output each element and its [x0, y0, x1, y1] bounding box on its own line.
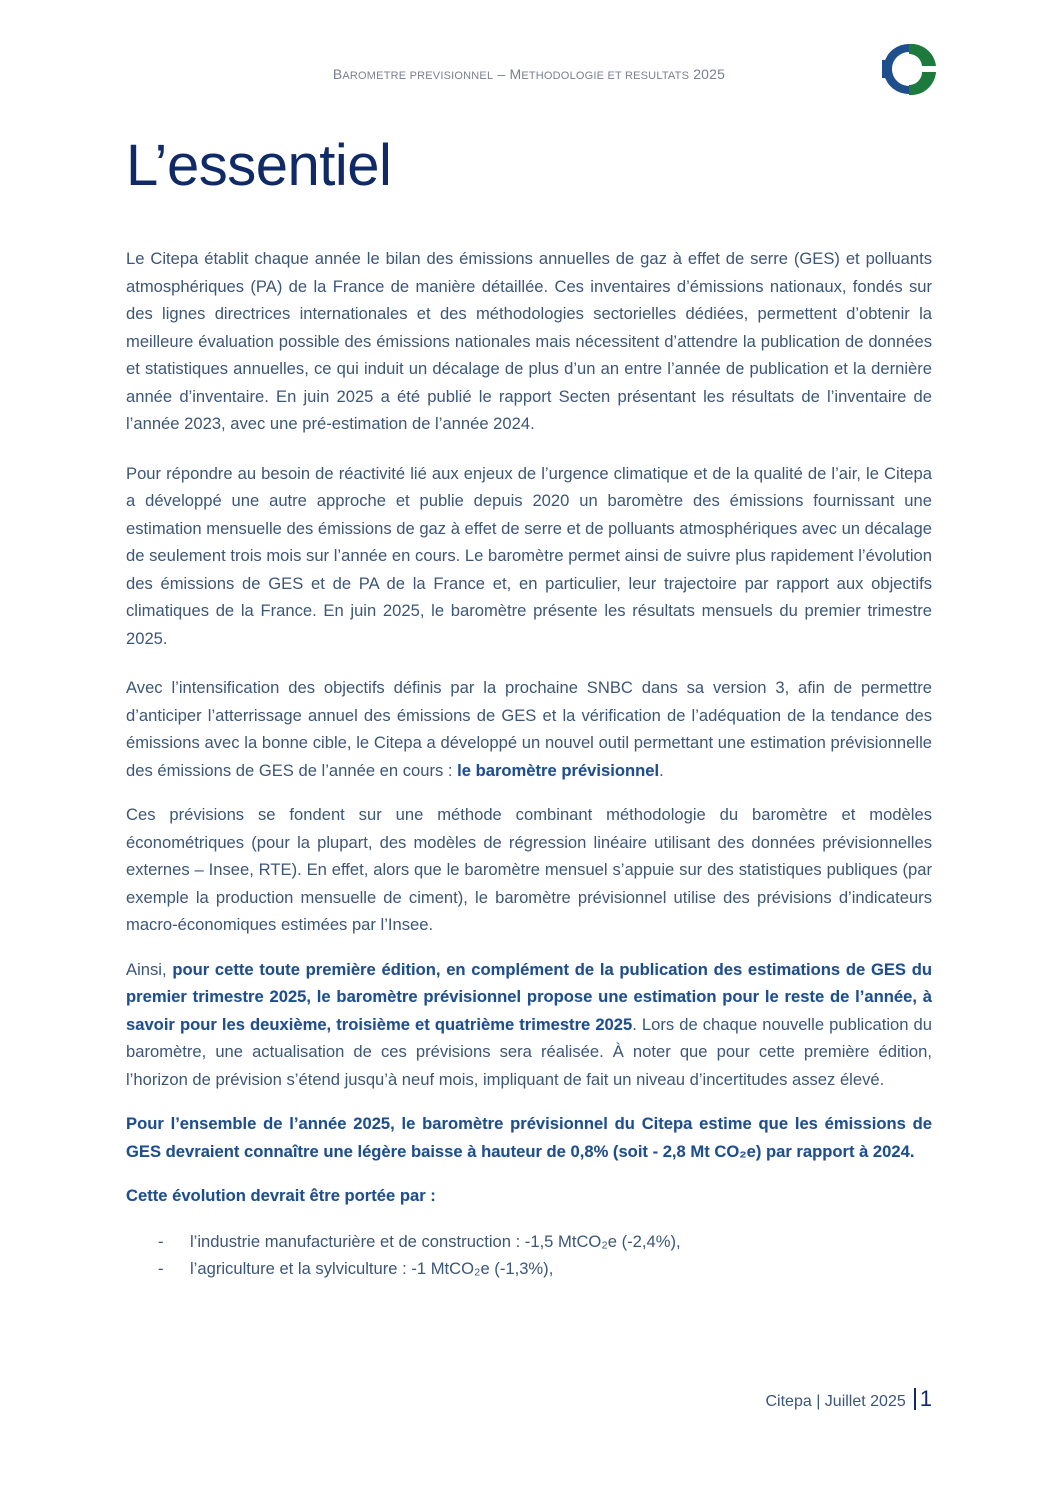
header-part: B [332, 66, 343, 82]
list-item: - l’agriculture et la sylviculture : -1 MtCO₂e (-1,3%), [126, 1255, 932, 1282]
paragraph-intro: Le Citepa établit chaque année le bilan des émissions annuelles de gaz à effet de serre (GES) et polluants atmosphériques (PA) de la France de manière détaillée. Ces inventaires d’émissions nationaux, fondés sur des lignes directrices internationales et des méthodologies sectorielles dédiées, permettent d’obtenir la meilleure évaluation possible des émissions nationales mais nécessitent d’attendre la publication de données et statistiques annuelles, ce qui induit un décalage de plus d’un an entre l’année de publication et la dernière année d’inventaire. En juin 2025 a été publié le rapport Secten présentant les résultats de l’inventaire de l’année 2023, avec une pré-estimation de l’année 2024. [126, 249, 932, 433]
logo-bar [882, 60, 888, 78]
page-footer [766, 1384, 933, 1412]
header-part: AROMETRE PREVISIONNEL [342, 70, 494, 82]
paragraph-text: . [659, 760, 664, 780]
paragraph-estimate-2025: Pour l’ensemble de l’année 2025, le baromètre prévisionnel du Citepa estime que les émissions de GES devraient connaître une légère baisse à hauteur de 0,8% (soit - 2,8 Mt CO₂e) par rapport à 2024. [126, 1114, 932, 1161]
main-content [126, 245, 932, 1282]
drivers-list [126, 1228, 932, 1282]
footer-separator [914, 1388, 916, 1410]
highlight-first-edition: pour cette toute première édition, en complément de la publication des estimations de GES du premier trimestre 2025, le baromètre prévisionnel propose une estimation pour le reste de l’année, à savoir pour les deuxième, troisième et quatrième trimestre 2025 [126, 959, 933, 1034]
paragraph-first-edition [126, 956, 932, 1094]
highlight-barometre-previsionnel: le baromètre prévisionnel [457, 760, 660, 780]
list-item: - l’industrie manufacturière et de construction : -1,5 MtCO₂e (-2,4%), [126, 1228, 932, 1255]
citepa-logo-icon [880, 40, 938, 98]
paragraph-barometer: Pour répondre au besoin de réactivité lié aux enjeux de l’urgence climatique et de la qualité de l’air, le Citepa a développé une autre approche et publie depuis 2020 un baromètre des émissions fournissant une estimation mensuelle des émissions de gaz à effet de serre et de polluants atmosphériques avec un décalage de seulement trois mois sur l’année en cours. Le baromètre permet ainsi de suivre plus rapidement l’évolution des émissions de GES et de PA de la France et, en particulier, leur trajectoire par rapport aux objectifs climatiques de la France. En juin 2025, le baromètre présente les résultats mensuels du premier trimestre 2025. [126, 463, 932, 648]
paragraph-new-tool [126, 674, 932, 784]
logo-green-arc [909, 44, 936, 66]
paragraph-text: Avec l’intensification des objectifs définis par la prochaine SNBC dans sa version 3, afin de permettre d’anticiper l’atterrissage annuel des émissions de GES et la vérification de l’adéquation de la tendance des émissions avec la bonne cible, le Citepa a développé un nouvel outil permettant une estimation prévisionnelle des émissions de GES de l’année en cours : [126, 678, 932, 780]
header-part: 2025 [689, 66, 726, 82]
paragraph-method: Ces prévisions se fondent sur une méthode combinant méthodologie du baromètre et modèles économétriques (pour la plupart, des modèles de régression linéaire utilisant des données prévisionnelles externes – Insee, RTE). En effet, alors que le baromètre mensuel s’appuie sur des statistiques publiques (par exemple la production mensuelle de ciment), le baromètre prévisionnel utilise des prévisions d’indicateurs macro-économiques estimées par l’Insee. [126, 805, 932, 934]
paragraph-drivers-intro: Cette évolution devrait être portée par : [126, 1186, 436, 1205]
paragraph-text: . Lors de chaque nouvelle publication du baromètre, une actualisation de ces prévisions sera réalisée. À noter que pour cette première édition, l’horizon de prévision s’étend jusqu’à neuf mois, impliquant de fait un niveau d’incertitudes assez élevé. [126, 1014, 932, 1089]
paragraph-text: Ainsi, [126, 959, 173, 979]
footer-text: Citepa | Juillet 2025 [765, 1393, 906, 1410]
page-title: L’essentiel [126, 133, 392, 198]
header-part: – M [493, 66, 522, 82]
page-number: 1 [919, 1386, 932, 1411]
logo-green-arc-bottom [909, 72, 936, 95]
header-part: ETHODOLOGIE ET RESULTATS [521, 70, 690, 82]
